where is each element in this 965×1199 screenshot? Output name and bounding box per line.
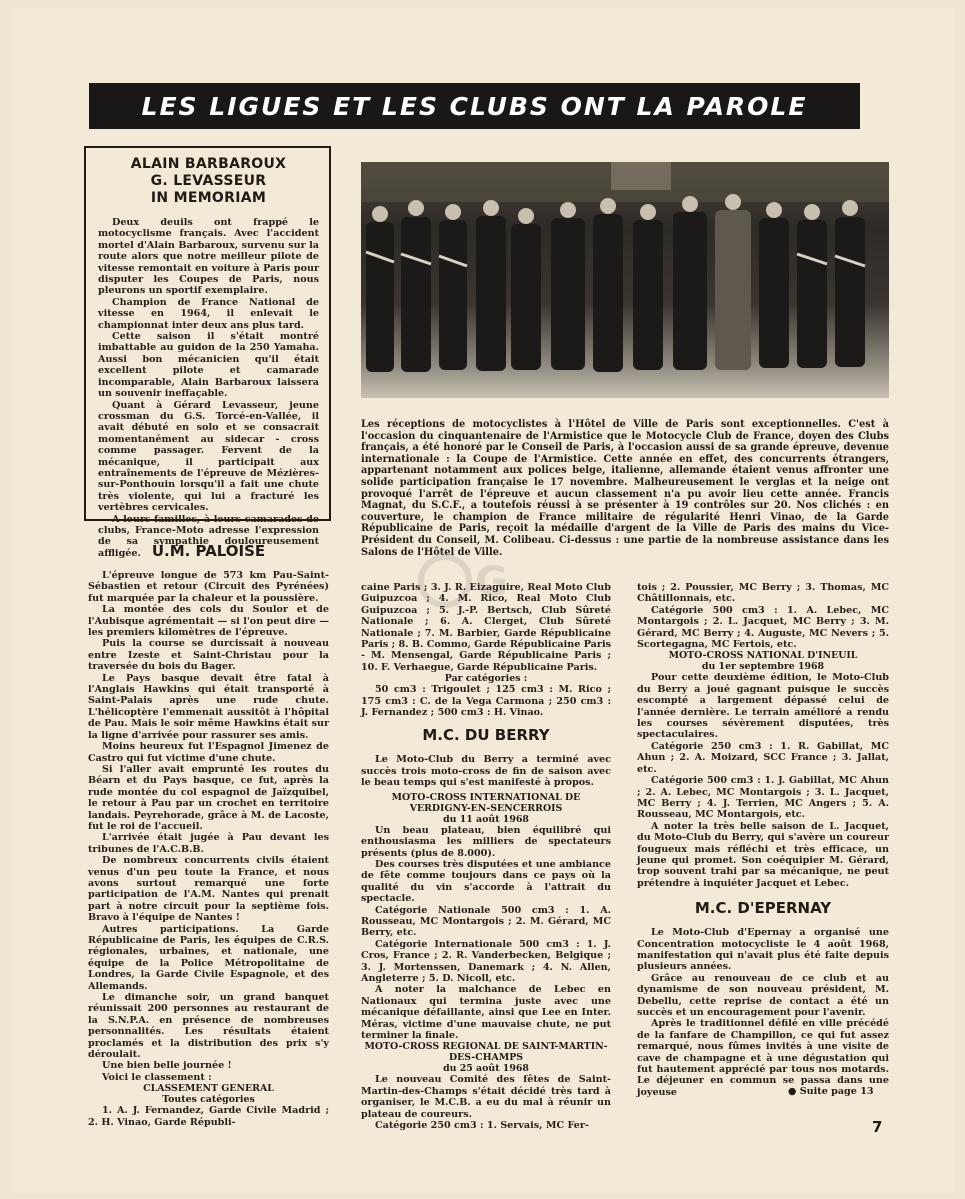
paloise-paragraph: Moins heureux fut l'Espagnol Jimenez de Castro qui fut victime d'une chute. [88,741,329,764]
paloise-paragraph: L'arrivée était jugée à Pau devant les tribunes de l'A.C.B.B. [88,832,329,855]
memoriam-paragraph: Champion de France National de vitesse en 1964, il enlevait le championnat inter deux ans plus tard. [98,296,319,331]
mx1-paragraph: Des courses très disputées et une ambiance de fête comme toujours dans ce pays où la qualité du vin s'accorde à l'attrait du spectacle. [361,858,611,905]
epernay-paragraph: Le Moto-Club d'Epernay a organisé une Concentration motocycliste le 4 août 1968, manifestation qui n'avait plus été faite depuis plusieurs années. [637,927,889,973]
mx3-text: Pour cette deuxième édition, le Moto-Club du Berry a joué gagnant puisque le succès escompté a largement dépassé celui de l'année dernière. Le terrain amélioré a rendu les courses sévèrement disputées, très spectaculaires. [637,672,889,741]
cat-500b: Catégorie 500 cm3 : 1. J. Gabillat, MC Ahun ; 2. A. Lebec, MC Montargois ; 3. L. Jacquet, MC Berry ; 4. J. Terrien, MC Angers ; 5. A. Rousseau, MC Montargois, etc. [637,775,889,821]
memoriam-title-line: IN MEMORIAM [150,190,267,206]
column-paloise [88,540,329,1128]
paloise-paragraph: Le dimanche soir, un grand banquet réunissait 200 personnes au restaurant de la S.N.P.A. en présence de nombreuses personnalités. Les résultats étaient proclamés et la distribution des prix s'y déroulait. [88,992,329,1061]
berry-intro-text: Le Moto-Club du Berry a terminé avec succès trois moto-cross de fin de saison avec le beau temps qui s'est manifesté à propos. [361,754,611,789]
par-categories-body [361,684,611,718]
par-categories-text: 50 cm3 : Trigoulet ; 125 cm3 : M. Rico ; 175 cm3 : C. de la Vega Carmona ; 250 cm3 : J. Fernandez ; 500 cm3 : H. Vinao. [361,684,611,719]
section-banner [89,83,860,129]
crowd-illustration [361,162,889,398]
column-berry [361,582,611,1131]
mx2-title: MOTO-CROSS REGIONAL DE SAINT-MARTIN-DES-CHAMPS [364,1041,608,1064]
memoriam-title-line: G. LEVASSEUR [150,173,267,189]
mx2-text: Le nouveau Comité des fêtes de Saint-Martin-des-Champs s'était décidé très tard à organiser, le M.C.B. a eu du mal à réunir un plateau de coureurs. [361,1074,611,1120]
classement-title: CLASSEMENT GENERAL [143,1083,274,1095]
paloise-paragraph: Si l'aller avait emprunté les routes du Béarn et du Pays basque, ce fut, après la rude montée du col espagnol de Jaïzquibel, le retour à Pau par un crochet en territoire landais. Peyrehorade, grâce à M. de Lacoste, fut le roi de l'accueil. [88,763,329,832]
mx1-date: du 11 août 1968 [443,813,529,825]
memoriam-title-line: ALAIN BARBAROUX [130,156,287,172]
classement-text [88,1105,329,1128]
paloise-paragraph: Voici le classement : [102,1071,212,1083]
berry-intro [361,754,611,788]
memoriam-paragraph: Quant à Gérard Levasseur, jeune crossman du G.S. Torcé-en-Vallée, il avait débuté en solo et se consacrait momentanément au sidecar - cross comme passager. Fervent de la mécanique, il participait aux entraînements de l'épreuve de Mézières-sur-Ponthouin lorsqu'il a fait une chute très violente, qui lui a fracturé les vertèbres cervicales. [98,399,319,514]
mx2-date: du 25 août 1968 [443,1063,529,1075]
memoriam-body [98,217,319,559]
classement-paragraph: 1. A. J. Fernandez, Garde Civile Madrid ; 2. H. Vinao, Garde Républi- [88,1105,329,1128]
cat-500: Catégorie 500 cm3 : 1. A. Lebec, MC Montargois ; 2. L. Jacquet, MC Berry ; 3. M. Gérard, MC Berry ; 4. Auguste, MC Nevers ; 5. Scortegagna, MC Fertois, etc. [637,604,889,651]
paloise-paragraph: Une bien belle journée ! [102,1060,232,1072]
photo-caption: Les réceptions de motocyclistes à l'Hôtel de Ville de Paris sont exceptionnelles. C'est à l'occasion du cinquantenaire de l'Armistice que le Motocycle Club de France, doyen des Clubs français, a été honoré par le Conseil de Paris, à l'occasion aussi de sa grande épreuve, devenue internationale : la Coupe de l'Armistice. Cette année en effet, des concurrents étrangers, appartenant notamment aux polices belge, italienne, allemande étaient venus affronter une solide participation française le 17 novembre. Malheureusement le verglas et la neige ont provoqué l'arrêt de l'épreuve et aucun classement n'a pu avoir lieu cette année. Francis Magnat, du S.C.F., a toutefois réussi à se présenter à 19 contrôles sur 20. Nos clichés : en couverture, le champion de France militaire de régularité Henri Vinao, de la Garde Républicaine de Paris, reçoit la médaille d'argent de la Ville de Paris des mains du Vice-Président du Conseil, M. Colibeau. Ci-dessus : une partie de la nombreuse assistance dans les Salons de l'Hôtel de Ville. [361,419,889,558]
mx1-note: A noter la malchance de Lebec en Nationaux qui termina juste avec une mécanique défaillante, ainsi que Lee en Inter. Méras, victime d'une mauvaise chute, ne put terminer la finale. [361,984,611,1041]
mx1-paragraph: Un beau plateau, bien équilibré qui enthousiasma les milliers de spectateurs présents (plus de 8.000). [361,824,611,859]
cat-250b: Catégorie 250 cm3 : 1. R. Gabillat, MC Ahun ; 2. A. Moizard, SCC France ; 3. Jallat, etc. [637,740,889,775]
col2-continued [361,582,611,673]
column-epernay [637,582,889,1098]
memoriam-title [98,156,319,207]
continued-note: ● Suite page 13 [788,1086,874,1097]
banner-title: LES LIGUES ET LES CLUBS ONT LA PAROLE [141,91,808,121]
mx3-date: du 1er septembre 1968 [701,661,825,673]
paloise-body [88,570,329,1083]
par-categories-title: Par catégories : [444,673,528,685]
cat-nationale: Catégorie Nationale 500 cm3 : 1. A. Rousseau, MC Montargois ; 2. M. Gérard, MC Berry, etc. [361,904,611,939]
paloise-paragraph: L'épreuve longue de 573 km Pau-Saint-Sébastien et retour (Circuit des Pyrénées) fut marquée par la chaleur et la poussière. [88,570,329,604]
page-number: 7 [872,1118,883,1136]
svg-text:G: G [475,559,508,605]
memoriam-paragraph: Cette saison il s'était montré imbattable au guidon de la 250 Yamaha. Aussi bon mécanicien qu'il était excellent pilote et camarade incomparable, Alain Barbaroux laissera un souvenir ineffaçable. [98,331,319,400]
mx1-title: MOTO-CROSS INTERNATIONAL DE VERDIGNY-EN-SENCERROIS [391,791,581,814]
mx3-title: MOTO-CROSS NATIONAL D'INEUIL [668,650,858,662]
epernay-paragraph: Après le traditionnel défilé en ville précédé de la fanfare de Champillon, ce qui fut assez remarqué, nous fûmes invités à une visite de cave de champagne et à une dégustation qui fut hautement apprécié par tous nos motards. Le déjeuner en commun se passa dans une joyeuse [637,1018,889,1098]
col3-continued-text: tois ; 2. Poussier, MC Berry ; 3. Thomas, MC Châtillonnais, etc. [637,582,889,605]
berry-title: M.C. DU BERRY [422,726,550,745]
col3-continued [637,582,889,650]
reception-photo [361,162,889,398]
col2-continued-text: caine Paris ; 3. J. R. Eizaguire, Real Moto Club Guipuzcoa ; 4. M. Rico, Real Moto Club Guipuzcoa ; 5. J.-P. Bertsch, Club Sûreté Nationale ; 6. A. Clerget, Club Sûreté Nationale ; 7. M. Barbier, Garde Républicaine Paris ; 8. B. Commo, Garde Républicaine Paris - M. Mensengal, Garde Républicaine Paris ; 10. F. Verhaegue, Garde Républicaine Paris. [361,582,611,673]
paloise-title: U.M. PALOISE [151,542,266,560]
epernay-body [637,927,889,1098]
memoriam-paragraph: A leurs familles, à leurs camarades de clubs, France-Moto adresse l'expression de sa sympathie douloureusement affligée. [98,513,319,559]
classement-subtitle: Toutes catégories [162,1094,255,1106]
epernay-title: M.C. D'EPERNAY [694,899,832,918]
cat-250: Catégorie 250 cm3 : 1. Servais, MC Fer- [375,1120,589,1132]
paloise-paragraph: La montée des cols du Soulor et de l'Aubisque agrémentait — si l'on peut dire — les premiers kilomètres de l'épreuve. [88,604,329,639]
mx1-body [361,825,611,1042]
mx2-body [361,1074,611,1131]
mx3-body [637,672,889,889]
paloise-paragraph: Autres participations. La Garde Républicaine de Paris, les équipes de C.R.S. régionales, urbaines, et nationale, une équipe de la Police Métropolitaine de Londres, la Garde Civile Espagnole, et des Allemands. [88,923,329,992]
epernay-paragraph: Grâce au renouveau de ce club et au dynamisme de son nouveau président, M. Debellu, cette reprise de contact a été un succès et un encouragement pour l'avenir. [637,972,889,1018]
paloise-paragraph: Le Pays basque devait être fatal à l'Anglais Hawkins qui était transporté à Saint-Palais après une rude chute. L'hélicoptère l'emmenait aussitôt à l'hôpital de Pau. Mais le soir même Hawkins était sur la ligne d'arrivée pour rassurer ses amis. [88,672,329,741]
memoriam-paragraph: Deux deuils ont frappé le motocyclisme français. Avec l'accident mortel d'Alain Barbaroux, survenu sur la route alors que notre meilleur pilote de vitesse remontait en voiture à Paris pour disputer les Coupes de Paris, nous pleurons un sportif exemplaire. [98,217,319,297]
cat-internationale: Catégorie Internationale 500 cm3 : 1. J. Cros, France ; 2. R. Vanderbecken, Belgique ; 3. J. Mortenssen, Danemark ; 4. N. Allen, Angleterre ; 5. D. Nicoll, etc. [361,938,611,984]
paloise-paragraph: Puis la course se durcissait à nouveau entre Izeste et Saint-Christau pour la traversée du bois du Bager. [88,638,329,673]
berry-note: A noter la très belle saison de L. Jacquet, du Moto-Club du Berry, qui s'avère un coureur fougueux mais réfléchi et très efficace, un jeune qui promet. Son coéquipier M. Gérard, trop souvent trahi par sa mécanique, ne peut prétendre à inquiéter Jacquet et Lebec. [637,820,889,889]
paloise-paragraph: De nombreux concurrents civils étaient venus d'un peu toute la France, et nous avons surtout remarqué une forte participation de l'A.M. Nantes qui prenait part à notre circuit pour la septième fois. Bravo à l'équipe de Nantes ! [88,855,329,924]
